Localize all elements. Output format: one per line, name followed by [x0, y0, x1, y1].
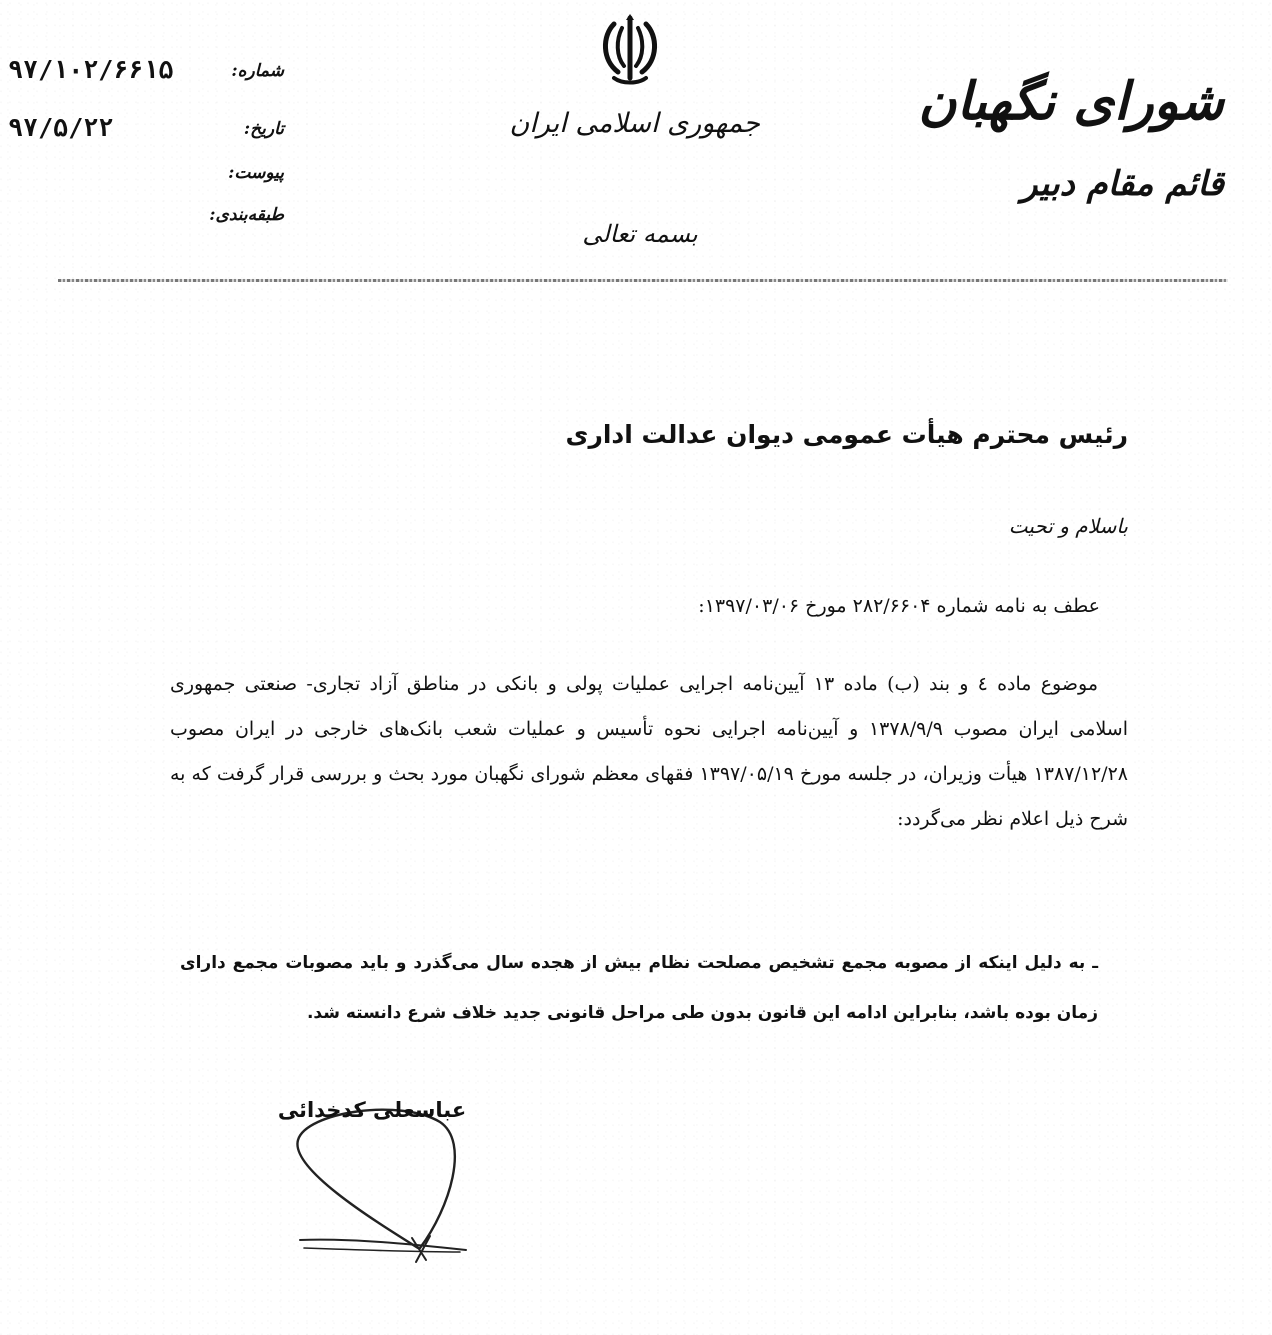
organization-name: شورای نگهبان	[918, 71, 1224, 132]
classification-label: طبقه‌بندی:	[209, 205, 284, 225]
reference-number-field	[8, 52, 284, 92]
attachment-label: پیوست:	[228, 163, 284, 183]
date-label: تاریخ:	[243, 119, 284, 139]
reference-number-value: ۹۷/۱۰۲/۶۶۱۵	[8, 55, 174, 84]
greeting: باسلام و تحیت	[1008, 514, 1128, 538]
date-value: ۹۷/۵/۲۲	[8, 113, 114, 142]
letterhead-divider	[58, 279, 1228, 282]
iran-emblem-icon	[600, 14, 660, 86]
decision-paragraph: ـ به دلیل اینکه از مصوبه مجمع تشخیص مصلحت نظام بیش از هجده سال می‌گذرد و باید مصوبات مجمع دارای زمان بوده باشد، بنابراین ادامه این قانون بدون طی مراحل قانونی جدید خلاف شرع دانسته شد.	[180, 953, 1098, 1023]
signer-name: عباسعلی کدخدائی	[277, 1098, 467, 1122]
reference-line: عطف به نامه شماره ۲۸۲/۶۶۰۴ مورخ ۱۳۹۷/۰۳/۰۶:	[698, 595, 1100, 617]
attachment-field	[8, 154, 284, 194]
date-field	[8, 110, 284, 150]
addressee: رئیس محترم هیأت عمومی دیوان عدالت اداری	[565, 420, 1128, 449]
reference-number-label: شماره:	[231, 61, 284, 81]
office-title: قائم مقام دبیر	[1021, 164, 1224, 204]
body-paragraph: موضوع ماده ٤ و بند (ب) ماده ۱۳ آیین‌نامه اجرایی عملیات پولی و بانکی در مناطق آزاد تجاری- صنعتی جمهوری اسلامی ایران مصوب ۱۳۷۸/۹/۹ و آیین‌نامه اجرایی نحوه تأسیس و عملیات شعب بانک‌های خارجی در ایران مصوب ۱۳۸۷/۱۲/۲۸ هیأت وزیران، در جلسه مورخ ۱۳۹۷/۰۵/۱۹ فقهای معظم شورای نگهبان مورد بحث و بررسی قرار گرفت که به شرح ذیل اعلام نظر می‌گردد:	[170, 673, 1128, 830]
country-name: جمهوری اسلامی ایران	[509, 108, 760, 139]
classification-field	[8, 196, 284, 236]
invocation: بسمه تعالی	[582, 220, 698, 248]
